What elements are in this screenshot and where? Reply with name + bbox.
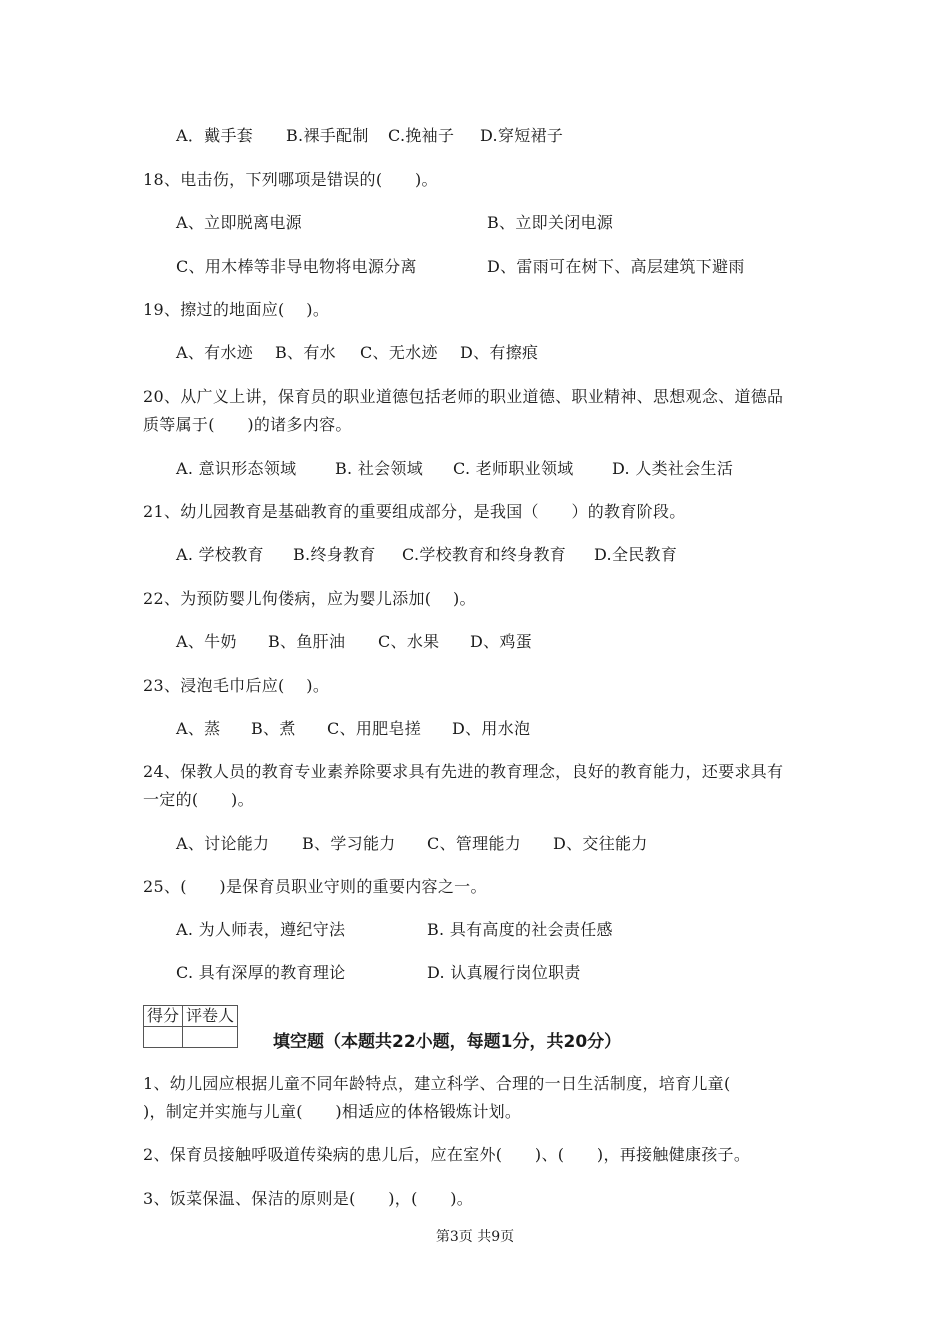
q21-stem: 21、幼儿园教育是基础教育的重要组成部分，是我国（ ）的教育阶段。 (143, 502, 686, 521)
q25-stem: 25、( )是保育员职业守则的重要内容之一。 (143, 877, 487, 896)
q18-option-d: D、雷雨可在树下、高层建筑下避雨 (487, 257, 745, 276)
q20-option-b: B. 社会领域 (335, 459, 424, 478)
score-label: 得分 (144, 1006, 183, 1027)
q17-option-c: C.挽袖子 (388, 126, 455, 145)
q21-option-a: A. 学校教育 (176, 545, 264, 564)
score-table (143, 1005, 238, 1048)
q23-option-b: B、煮 (251, 719, 296, 738)
section-title: 填空题（本题共22小题，每题1分，共20分） (273, 1032, 622, 1052)
q19-option-a: A、有水迹 (176, 343, 254, 362)
q25-option-d: D. 认真履行岗位职责 (427, 963, 581, 982)
q18-option-a: A、立即脱离电源 (176, 213, 302, 232)
q20-option-c: C. 老师职业领域 (453, 459, 574, 478)
q24-option-d: D、交往能力 (553, 834, 648, 853)
q18-option-c: C、用木棒等非导电物将电源分离 (176, 257, 417, 276)
q18-option-b: B、立即关闭电源 (487, 213, 614, 232)
fill-q3: 3、饭菜保温、保洁的原则是( )，( )。 (143, 1189, 474, 1208)
q25-option-a: A. 为人师表，遵纪守法 (176, 920, 346, 939)
q18-stem: 18、电击伤，下列哪项是错误的( )。 (143, 170, 438, 189)
q22-option-d: D、鸡蛋 (470, 632, 533, 651)
q17-option-a: A．戴手套 (176, 126, 254, 145)
q24-option-c: C、管理能力 (427, 834, 522, 853)
q19-option-c: C、无水迹 (360, 343, 438, 362)
page-footer: 第3页 共9页 (435, 1229, 515, 1245)
q17-option-b: B.裸手配制 (286, 126, 369, 145)
fill-q1-line1: 1、幼儿园应根据儿童不同年龄特点，建立科学、合理的一日生活制度，培育儿童( (143, 1074, 731, 1093)
q17-option-d: D.穿短裙子 (480, 126, 564, 145)
q22-stem: 22、为预防婴儿佝偻病，应为婴儿添加( )。 (143, 589, 476, 608)
q24-option-b: B、学习能力 (302, 834, 396, 853)
fill-q2: 2、保育员接触呼吸道传染病的患儿后，应在室外( )、( )，再接触健康孩子。 (143, 1145, 751, 1164)
q22-option-a: A、牛奶 (176, 632, 237, 651)
q24-stem-line1: 24、保教人员的教育专业素养除要求具有先进的教育理念，良好的教育能力，还要求具有 (143, 762, 784, 781)
q20-stem-line1: 20、从广义上讲，保育员的职业道德包括老师的职业道德、职业精神、思想观念、道德品 (143, 387, 784, 406)
grader-label: 评卷人 (183, 1006, 238, 1027)
q19-option-d: D、有擦痕 (460, 343, 539, 362)
q19-stem: 19、擦过的地面应( )。 (143, 300, 330, 319)
grader-cell[interactable] (183, 1027, 238, 1048)
q23-stem: 23、浸泡毛巾后应( )。 (143, 676, 330, 695)
fill-q1-line2: )，制定并实施与儿童( )相适应的体格锻炼计划。 (143, 1102, 522, 1121)
q25-option-c: C. 具有深厚的教育理论 (176, 963, 346, 982)
q23-option-d: D、用水泡 (452, 719, 531, 738)
q20-stem-line2: 质等属于( )的诸多内容。 (143, 415, 352, 434)
q20-option-a: A. 意识形态领域 (176, 459, 297, 478)
q20-option-d: D. 人类社会生活 (612, 459, 734, 478)
q19-option-b: B、有水 (275, 343, 336, 362)
q22-option-b: B、鱼肝油 (268, 632, 346, 651)
q23-option-a: A、蒸 (176, 719, 221, 738)
q24-stem-line2: 一定的( )。 (143, 790, 254, 809)
q21-option-c: C.学校教育和终身教育 (402, 545, 567, 564)
q22-option-c: C、水果 (378, 632, 440, 651)
q21-option-d: D.全民教育 (594, 545, 678, 564)
score-cell[interactable] (144, 1027, 183, 1048)
q25-option-b: B. 具有高度的社会责任感 (427, 920, 613, 939)
q21-option-b: B.终身教育 (293, 545, 376, 564)
q24-option-a: A、讨论能力 (176, 834, 270, 853)
q23-option-c: C、用肥皂搓 (327, 719, 422, 738)
